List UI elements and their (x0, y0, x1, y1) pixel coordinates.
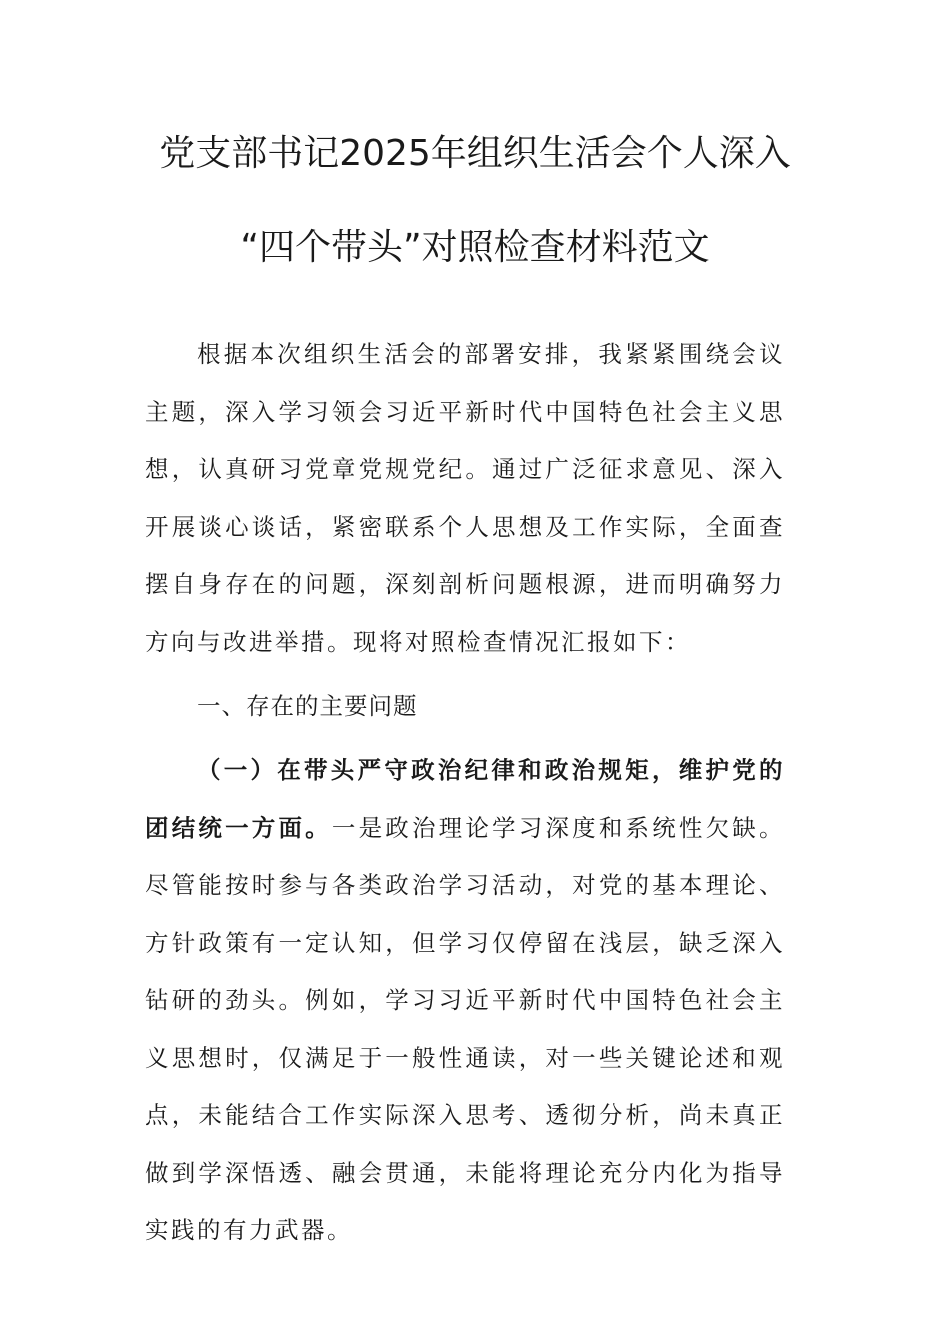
intro-paragraph: 根据本次组织生活会的部署安排，我紧紧围绕会议主题，深入学习领会习近平新时代中国特色社会主义思想，认真研习党章党规党纪。通过广泛征求意见、深入开展谈心谈话，紧密联系个人思想及工作实际，全面查摆自身存在的问题，深刻剖析问题根源，进而明确努力方向与改进举措。现将对照检查情况汇报如下： (145, 340, 785, 656)
section-1-paragraph (145, 742, 785, 1260)
document-title-line-2: “四个带头”对照检查材料范文 (240, 227, 710, 268)
section-1-body-text: 一是政治理论学习深度和系统性欠缺。尽管能按时参与各类政治学习活动，对党的基本理论、方针政策有一定认知，但学习仅停留在浅层，缺乏深入钻研的劲头。例如，学习习近平新时代中国特色社会主义思想时，仅满足于一般性通读，对一些关键论述和观点，未能结合工作实际深入思考、透彻分析，尚未真正做到学深悟透、融会贯通，未能将理论充分内化为指导实践的有力武器。 (145, 813, 786, 1244)
section-heading-problems: 一、存在的主要问题 (197, 692, 418, 720)
document-title-line-1: 党支部书记2025年组织生活会个人深入 (159, 133, 791, 174)
section-1-bold-lead: （一）在带头严守政治纪律和政治规矩，维护党的团结统一方面。 (145, 756, 785, 842)
